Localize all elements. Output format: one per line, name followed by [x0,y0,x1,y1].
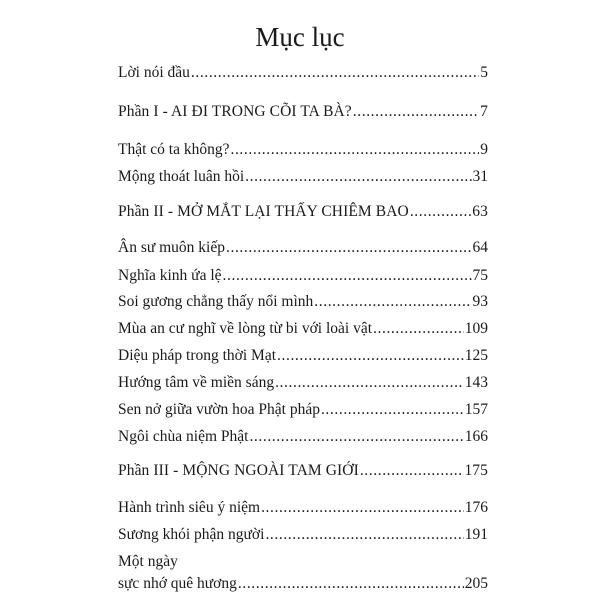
toc-entry[interactable] [118,428,488,446]
toc-entry[interactable] [118,267,488,285]
toc-entry-page: 7 [480,103,488,120]
toc-entry[interactable] [118,320,488,338]
dot-leader [353,103,479,121]
dot-leader [226,239,472,257]
toc-entry[interactable] [118,141,488,159]
toc-entry-label: Ngôi chùa niệm Phật [118,428,249,445]
toc-entry-label-line1: Một ngày [118,553,178,570]
toc-entry-page: 125 [464,347,488,364]
toc-entry-label: Hướng tâm về miền sáng [118,374,275,391]
dot-leader [410,203,471,221]
toc-entry-page: 63 [472,203,488,220]
toc-entry-page: 64 [472,239,488,256]
dot-leader [277,347,464,365]
toc-entry-page: 176 [464,499,488,516]
toc-entry-label: Lời nói đầu [118,64,190,81]
toc-entry-label: sực nhớ quê hương [118,575,237,592]
toc-entry-label: Mộng thoát luân hồi [118,168,245,185]
dot-leader [238,575,464,593]
toc-entry-page: 9 [480,141,488,158]
toc-entry-page: 75 [472,267,488,284]
toc-entry-label: Phần II - MỞ MẮT LẠI THẤY CHIÊM BAO [118,203,409,220]
dot-leader [261,499,464,517]
toc-entry-label: Phần III - MỘNG NGOÀI TAM GIỚI [118,462,359,479]
toc-entry-label: Nghĩa kinh ứa lệ [118,267,222,284]
toc-entry-label: Mùa an cư nghĩ về lòng từ bi với loài vật [118,320,373,337]
dot-leader [191,64,479,82]
toc-entry-page: 166 [464,428,488,445]
toc-entry-label: Thật có ta không? [118,141,230,158]
toc-entry-label: Sương khói phận người [118,526,265,543]
toc-entry-label: Hành trình siêu ý niệm [118,499,261,516]
dot-leader [223,267,472,285]
dot-leader [360,462,464,480]
toc-entry-page: 175 [464,462,488,479]
toc-entry-page: 191 [464,526,488,543]
dot-leader [314,293,471,311]
dot-leader [249,428,463,446]
toc-entry-label: Phần I - AI ĐI TRONG CÕI TA BÀ? [118,103,352,120]
toc-entry-label: Sen nở giữa vườn hoa Phật pháp [118,401,320,418]
toc-entry[interactable] [118,401,488,419]
toc-entry[interactable] [118,499,488,517]
dot-leader [265,526,463,544]
toc-entry[interactable] [118,526,488,544]
toc-entry[interactable] [118,168,488,186]
toc-entry[interactable] [118,347,488,365]
toc-entry[interactable] [118,462,488,480]
toc-entry[interactable] [118,575,488,593]
toc-entry-page: 93 [472,293,488,310]
dot-leader [321,401,464,419]
toc-entry-page: 205 [464,575,488,592]
toc-entry-page: 109 [464,320,488,337]
toc-entry[interactable] [118,64,488,82]
toc-entry-page: 5 [480,64,488,81]
dot-leader [245,168,471,186]
toc-entry-label: Ân sư muôn kiếp [118,239,225,256]
toc-entry-label: Diệu pháp trong thời Mạt [118,347,277,364]
toc-entry[interactable] [118,239,488,257]
toc-entry-page: 157 [464,401,488,418]
dot-leader [373,320,464,338]
toc-entry-page: 143 [464,374,488,391]
page-title: Mục lục [255,22,345,52]
toc-entry-page: 31 [472,168,488,185]
toc-entry[interactable] [118,103,488,121]
dot-leader [275,374,464,392]
toc-entry[interactable] [118,293,488,311]
toc-entry[interactable] [118,203,488,221]
toc-entry-label: Soi gương chẳng thấy nổi mình [118,293,314,310]
toc-entry[interactable] [118,374,488,392]
dot-leader [230,141,479,159]
